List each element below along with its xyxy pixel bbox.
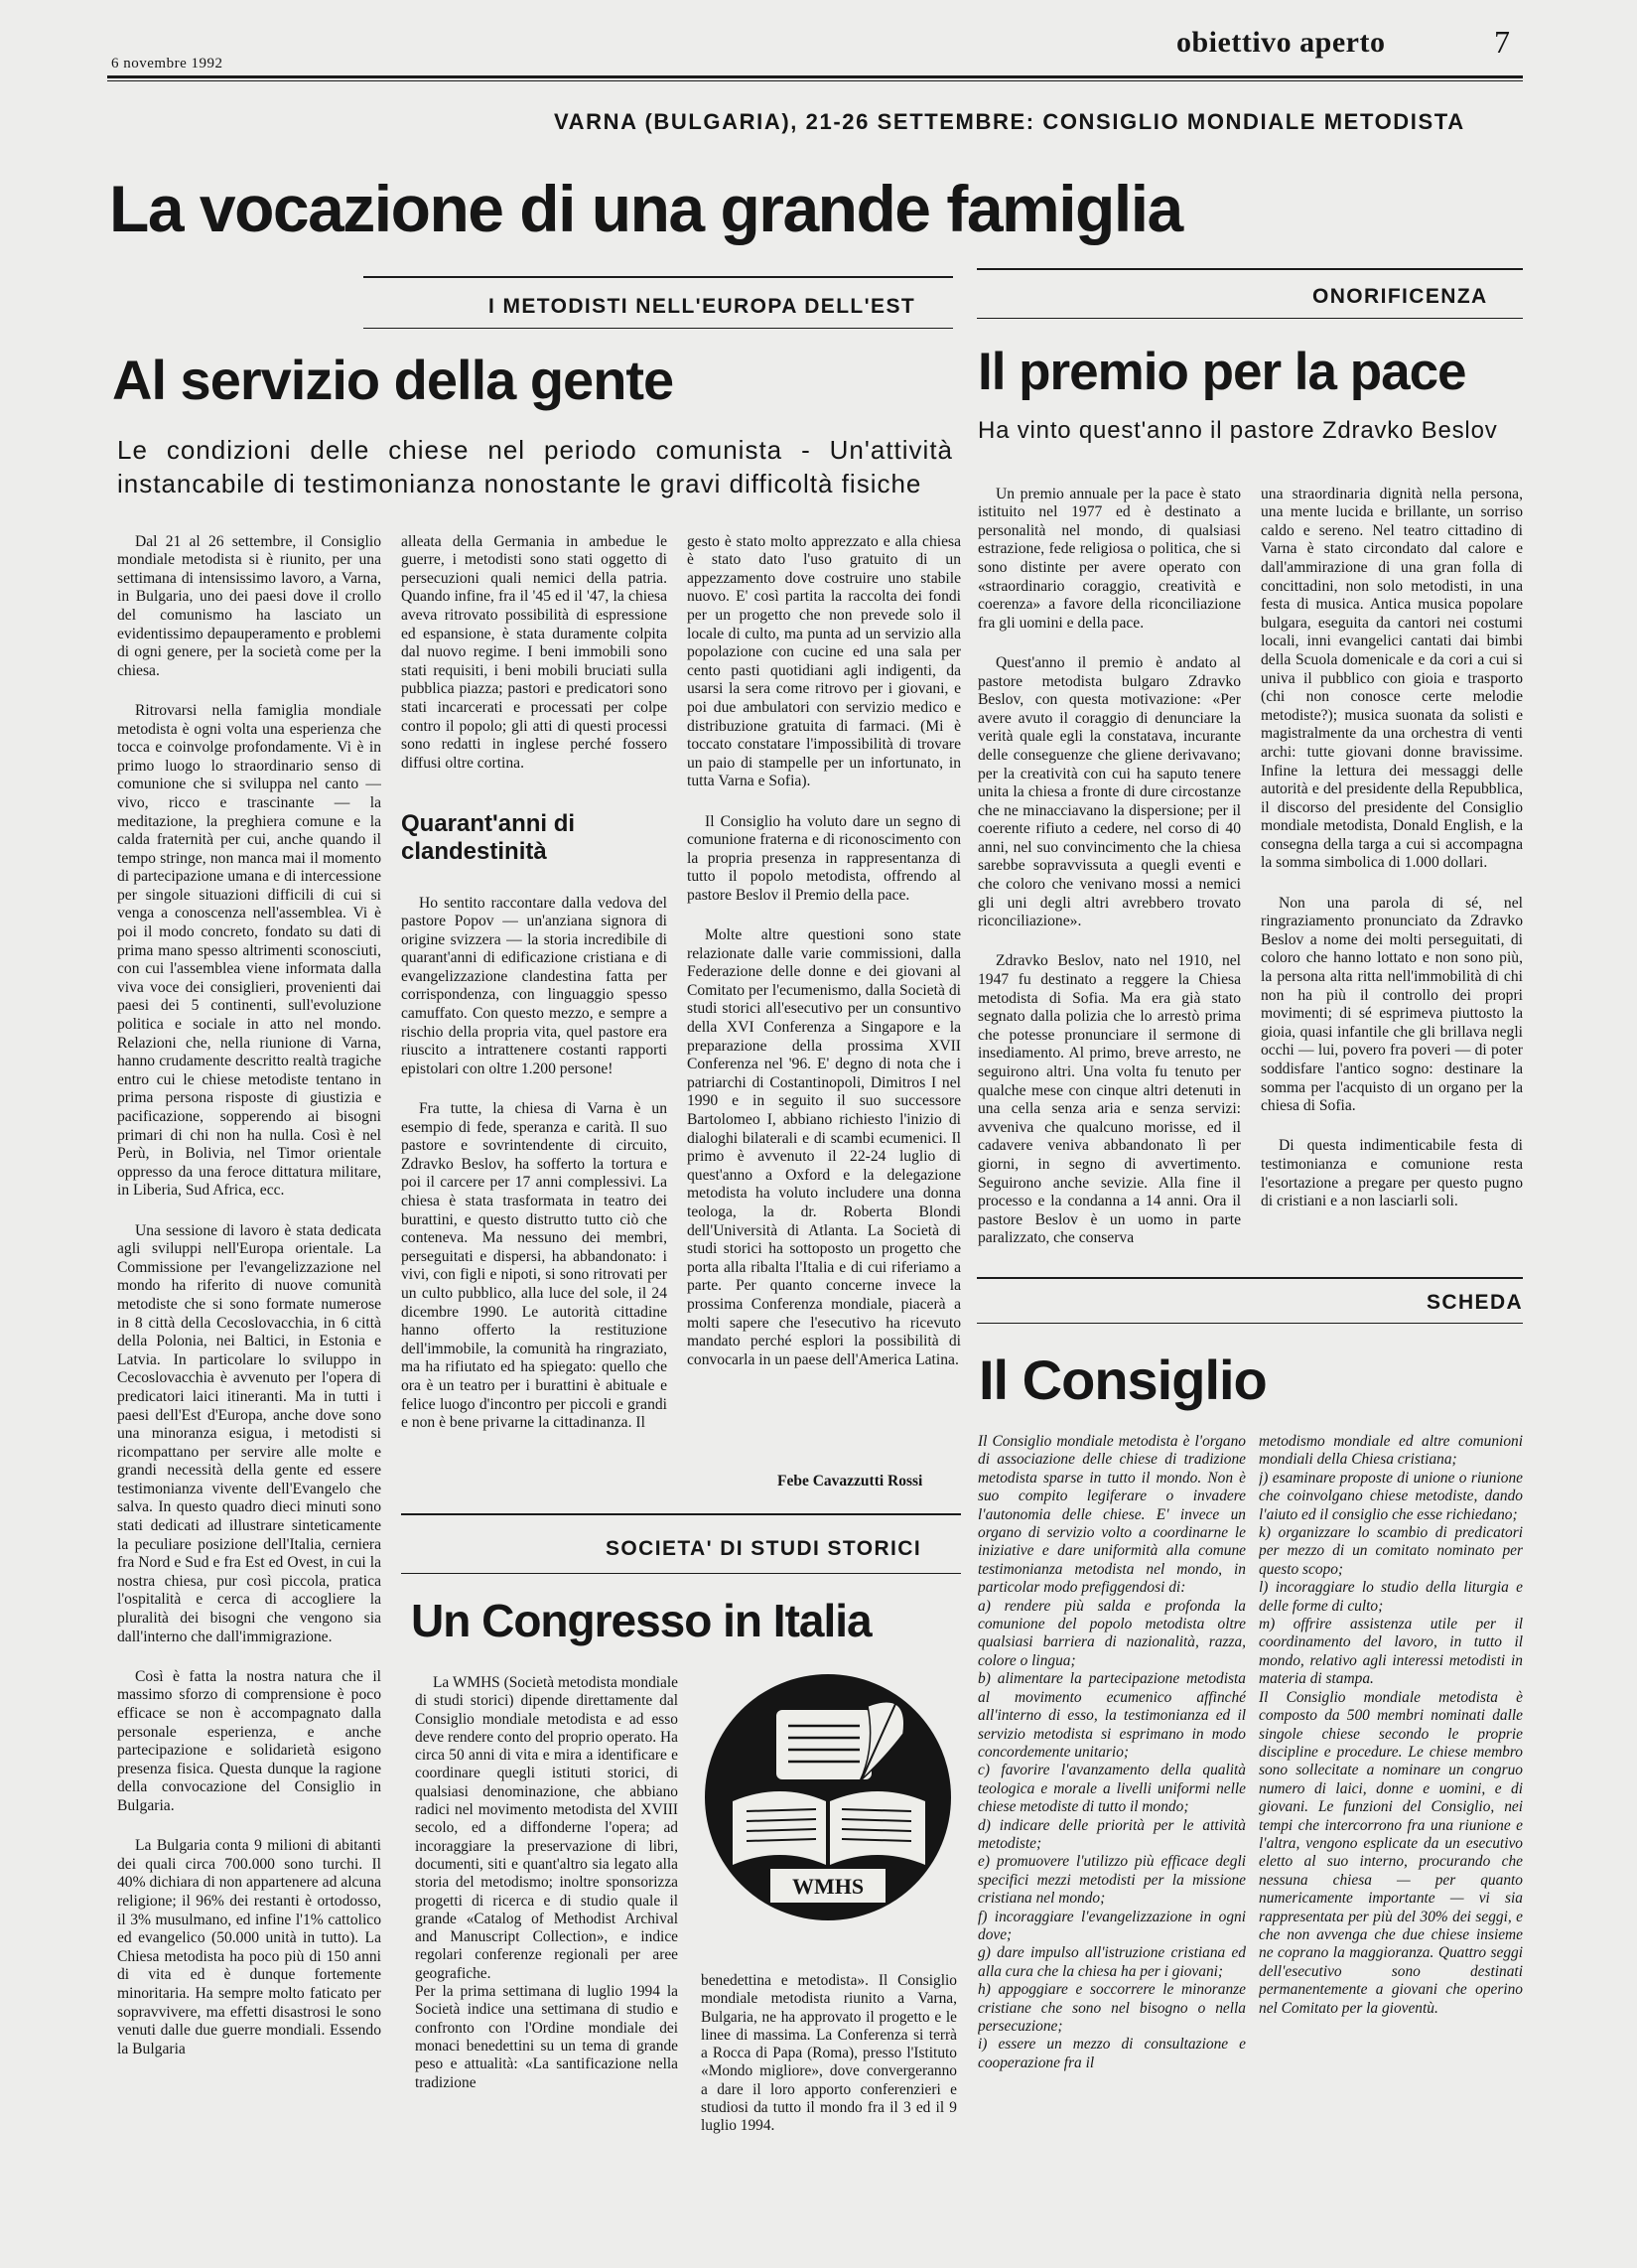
left-col2-paragraph: Fra tutte, la chiesa di Varna è un esempio di fede, speranza e carità. Il suo pastore e sovrintendente di circuito, Zdravko Beslov, ha sofferto la tortura e poi il carcere per 17 anni complessivi. La chiesa è stata trasformata in teatro dei burattini, e questo distrutto tutto ciò che conteneva. Ma nessuno dei membri, perseguitati e dispersi, ha abbandonato: i vivi, con figli e nipoti, si sono ritrovati per un culto pubblico, alla luce del sole, il 24 dicembre 1990. Le autorità cittadine hanno offerto la restituzione dell'immobile, la comunità ha ringraziato, ma ha rifiutato ed ha spiegato: quello che ora è un teatro per i burattini è abituale e felice luogo d'incontro per piccoli e grandi e non è bene privarne la cittadinanza. Il — [401, 1100, 667, 1432]
congresso-title: Un Congresso in Italia — [411, 1595, 872, 1646]
left-col1-paragraph: Dal 21 al 26 settembre, il Consiglio mondiale metodista si è riunito, per una settimana di intensissimo lavoro, a Varna, in Bulgaria, uno dei paesi dove il crollo del comunismo ha lasciato un evidentissimo depauperamento e problemi di ogni genere, per la società come per la chiesa. — [117, 532, 381, 679]
left-col2-paragraph: alleata della Germania in ambedue le guerre, i metodisti sono stati oggetto di persecuzioni quali nemici della patria. Quando infine, fra il '45 ed il '47, la chiesa aveva ritrovato possibilità di espressione ed espansione, è stata duramente colpita dal nuovo regime. I beni immobili sono stati requisiti, i beni mobili bruciati sulla pubblica piazza; pastori e predicatori sono stati incarcerati e processati per colpe contro il popolo; gli atti di questi processi sono redatti in inglese perché fossero diffusi oltre cortina. — [401, 532, 667, 772]
right-column-2 — [1261, 467, 1523, 1261]
left-column-3 — [687, 514, 961, 1463]
left-col3-paragraph: gesto è stato molto apprezzato e alla chiesa è stato dato l'uso gratuito di un appezzamento dove costruire uno stabile nuovo. E' così partita la raccolta dei fondi per un progetto che non prevede solo il locale di culto, ma punta ad un servizio alla popolazione con cucine ed una sala per cento pasti quotidiani agli indigenti, da usarsi la sera come ritrovo per i giovani, e poi due ambulatori con servizio medico e distribuzione gratuita di farmaci. (Mi è toccato constatare l'impossibilità di trovare un paio di stampelle per un infortunato, in tutta Varna e Sofia). — [687, 532, 961, 790]
page-number: 7 — [1494, 24, 1510, 60]
right-title: Il premio per la pace — [978, 343, 1466, 401]
congresso-rule — [401, 1513, 961, 1515]
page-date: 6 novembre 1992 — [111, 56, 223, 71]
right-column-1 — [978, 467, 1241, 1261]
right-col2-paragraph: Di questa indimenticabile festa di testimonianza e comunione resta l'esortazione a pregare per questo pugno di cristiani e a non lasciarli soli. — [1261, 1137, 1523, 1210]
wmhs-logo — [701, 1670, 955, 1924]
header-rule — [107, 75, 1523, 78]
main-title: La vocazione di una grande famiglia — [109, 172, 1182, 245]
left-deck: Le condizioni delle chiese nel periodo comunista - Un'attività instancabile di testimonianza nonostante le gravi difficoltà fisiche — [117, 435, 953, 498]
right-col1-paragraph: Un premio annuale per la pace è stato istituito nel 1977 ed è destinato a personalità nel mondo, di qualsiasi estrazione, fede religiosa o politica, che si sono distinte per avere operato con «straordinario coraggio, creatività e coerenza» a favore della riconciliazione fra gli uomini e della pace. — [978, 485, 1241, 632]
left-kicker-rule — [363, 276, 953, 278]
left-col2-subhead: Quarant'anni di clandestinità — [401, 809, 576, 865]
right-kicker-rule — [977, 268, 1523, 270]
scheda-title: Il Consiglio — [979, 1348, 1267, 1411]
congresso-column-left: La WMHS (Società metodista mondiale di studi storici) dipende direttamente dal Consiglio mondiale metodista e ad esso deve rendere conto del proprio operato. Ha circa 50 anni di vita e mira a identificare e coordinare quegli istituti storici, di qualsiasi denominazione, che abbiano radici nel movimento metodista del XVIII secolo, ed a diffonderne l'opera; ad incoraggiare la preservazione di libri, documenti, siti e quant'altro sia legato alla storia del metodismo; inoltre sponsorizza progetti di ricerca e di studio quale il grande «Catalog of Methodist Archival and Manuscript Collection», e indice regolari conferenze regionali per aree geografiche. Per la prima settimana di luglio 1994 la Società indice una settimana di studio e confronto con l'Ordine mondiale dei monaci benedettini su un tema di grande peso e attualità: «La santificazione nella tradizione — [415, 1674, 678, 2091]
left-column-1 — [117, 514, 381, 2193]
left-col1-paragraph: Così è fatta la nostra natura che il massimo sforzo di comprensione è poco efficace se non è accompagnato dalla personale esperienza, e anche partecipazione e solidarietà esigono presenza fisica. Questa dunque la ragione della convocazione del Consiglio in Bulgaria. — [117, 1667, 381, 1814]
left-title: Al servizio della gente — [112, 349, 674, 411]
top-kicker: VARNA (BULGARIA), 21-26 SETTEMBRE: CONSIGLIO MONDIALE METODISTA — [554, 109, 1465, 134]
congresso-kicker: SOCIETA' DI STUDI STORICI — [606, 1537, 922, 1560]
left-col3-paragraph: Molte altre questioni sono state relazionate dalle varie commissioni, dalla Federazione delle donne e dei giovani al Comitato per l'ecumenismo, dalla Società di studi storici all'esecutivo per un consuntivo della XVI Conferenza a Singapore e la preparazione della prossima XVII Conferenza nel '96. E' degno di nota che i patriarchi di Costantinopoli, Dimitros I nel 1990 e in seguito il suo successore Bartolomeo I, abbiano richiesto l'inizio di dialoghi bilaterali e di scambi ecumenici. Il primo è avvenuto il 22-24 luglio di quest'anno a Oxford e la delegazione metodista ha voluto includere una donna teologa, la dr. Roberta Blondi dell'Università di Atlanta. La Società di studi storici ha sottoposto un progetto che porta alla ribalta l'Italia e di cui riferiamo a parte. Per quanto concerne invece la prossima Conferenza mondiale, piacerà a molti sapere che l'esecutivo ha ricevuto mandato perché esplori la possibilità di convocarla in un paese dell'America Latina. — [687, 926, 961, 1368]
scheda-kicker: SCHEDA — [1427, 1291, 1524, 1314]
left-col1-paragraph: Ritrovarsi nella famiglia mondiale metodista è ogni volta una esperienza che tocca e coinvolge profondamente. Vi è in primo luogo lo straordinario senso di comunione che si sviluppa nel canto — vivo, ricco e trascinante — la meditazione, la preghiera comune e la calda fraternità per cui, anche quando il tempo stringe, non manca mai il momento di partecipazione umana e di intercessione per singole situazioni difficili di cui si venga a conoscenza nell'assemblea. Vi è poi il modo concreto, fondato su dati di prima mano spesso altrimenti sconosciuti, con cui l'assemblea viene informata dalla viva voce dei consiglieri, provenienti dai paesi dei 5 continenti, sull'evoluzione politica e sociale in atto nel mondo. Relazioni che, nella riunione di Varna, hanno crudamente descritto realtà tragiche entro cui le chiese metodiste tentano in prima persona risposte di giustizia e pacificazione, sopperendo ai bisogni primari di chi non ha nulla. Così è nel Perù, in Bolivia, nel Timor orientale oppresso da una feroce dittatura militare, in Liberia, Sud Africa, ecc. — [117, 701, 381, 1200]
left-column-2 — [401, 514, 667, 1497]
section-title: obiettivo aperto — [1176, 26, 1386, 59]
left-col1-paragraph: La Bulgaria conta 9 milioni di abitanti dei quali circa 700.000 sono turchi. Il 40% dichiara di non appartenere ad alcuna religione; il 96% dei restanti è ortodosso, il 3% musulmano, ed infine l'1% cattolico ed evangelico (50.000 unità in tutto). La Chiesa metodista ha poco più di 150 anni di vita ed è dunque fortemente minoritaria. Ha sempre molto faticato per sopravvivere, ma effetti disastrosi le sono venuti dalle due guerre mondiali. Essendo la Bulgaria — [117, 1837, 381, 2057]
left-col3-paragraph: Il Consiglio ha voluto dare un segno di comunione fraterna e di riconoscimento con la propria presenza in rappresentanza di tutto il popolo metodista, offrendo al pastore Beslov il Premio della pace. — [687, 812, 961, 904]
congresso-column-right: benedettina e metodista». Il Consiglio mondiale metodista riunito a Varna, Bulgaria, ne ha approvato il progetto e le linee di massima. La Conferenza si terrà a Rocca di Papa (Roma), presso l'Istituto «Mondo migliore», dove convergeranno a dare il loro apporto conferenzieri e studiosi da tutto il mondo fra il 3 ed il 9 luglio 1994. — [701, 1972, 957, 2135]
right-col2-paragraph: Non una parola di sé, nel ringraziamento pronunciato da Zdravko Beslov a nome dei molti perseguitati, di coloro che hanno lottato e non sono più, la persona alta ritta nell'immobilità di chi non ha più il controllo dei propri movimenti; di sé esprimeva piuttosto la gioia, quasi infantile che gli brillava negli occhi — lui, povero fra poveri — di poter soddisfare l'antico sogno: destinare la somma per l'acquisto di un organo per la chiesa di Sofia. — [1261, 894, 1523, 1115]
scheda-column-1: Il Consiglio mondiale metodista è l'organo di associazione delle chiese di tradizione metodista sparse in tutto il mondo. Non è suo compito legiferare o invadere l'autonomia delle chiese. E' invece un organo di servizio volto a coordinarne le iniziative e dare uniformità alla comune testimonianza metodista nel mondo, in particolar modo prefiggendosi di: a) rendere più salda e profonda la comunione del popolo metodista oltre qualsiasi barriera di nazionalità, razza, colore o lingua; b) alimentare la partecipazione metodista al movimento ecumenico affinché all'interno di esso, la testimonianza ed il servizio metodista si esprimano in modo concordemente unitario; c) favorire l'avanzamento della qualità teologica e morale a livelli uniformi nelle chiese metodiste di tutto il mondo; d) indicare delle priorità per le attività metodiste; e) promuovere l'utilizzo più efficace degli specifici mezzi metodisti per la missione cristiana nel mondo; f) incoraggiare l'evangelizzazione in ogni dove; g) dare impulso all'istruzione cristiana ed alla cura che la chiesa ha per i giovani; h) appoggiare e soccorrere le minoranze cristiane che sono nel bisogno o nella persecuzione; i) essere un mezzo di consultazione e cooperazione fra il — [978, 1433, 1246, 2071]
scheda-rule-bottom — [977, 1323, 1523, 1324]
left-col1-paragraph: Una sessione di lavoro è stata dedicata agli sviluppi nell'Europa orientale. La Commissione per l'evangelizzazione nel mondo ha riferito di nuove comunità metodiste che si sono formate numerose in 8 città della Cecoslovacchia, in 6 città della Polonia, nei Baltici, in Estonia e Latvia. In particolare lo sviluppo in Cecoslovacchia è avvenuto per l'opera di predicatori laici itineranti. Ma in tutti i paesi dell'Est d'Europa, anche dove sono una minoranza esigua, i metodisti si ricompattano per servire alle molte e grandi necessità della gente ed essere testimonianza vivente dell'Evangelo che salva. In questo quadro dieci minuti sono stati dedicati ad illustrare sinteticamente la peculiare posizione dell'Italia, cerniera fra Nord e Sud e fra Est ed Ovest, in cui la nostra chiesa, pur così piccola, pratica l'ospitalità e cerca di accogliere la pluralità dei bisogni che vengono sia dall'interno che dall'immigrazione. — [117, 1221, 381, 1645]
scheda-rule — [977, 1277, 1523, 1279]
left-kicker-rule-bottom — [363, 328, 953, 329]
left-col2-paragraph: Ho sentito raccontare dalla vedova del pastore Popov — un'anziana signora di origine svizzera — la storia incredibile di quarant'anni di edificazione cristiana e di evangelizzazione clandestina fatta per corrispondenza, con linguaggio spesso camuffato. Con questo mezzo, e sempre a rischio della propria vita, quel pastore era riuscito a intrattenere costanti rapporti epistolari con oltre 1.200 persone! — [401, 894, 667, 1077]
right-col1-paragraph: Quest'anno il premio è andato al pastore metodista bulgaro Zdravko Beslov, con questa motivazione: «Per avere avuto il coraggio di denunciare la verità quale egli la constatava, incurante delle conseguenze che gliene derivavano; per la creatività con cui ha saputo tenere unita la chiesa a fronte di dure circostanze che ne minacciavano la dispersione; per il coerente rifiuto a cedere, nel corso di 40 anni, nel suo convincimento che la chiesa sarebbe sopravvissuta a quegli eventi e che coloro che venivano mossi a nemici gli uni degli altri avrebbero trovato riconciliazione». — [978, 653, 1241, 930]
scheda-column-2: metodismo mondiale ed altre comunioni mondiali della Chiesa cristiana; j) esaminare proposte di unione o riunione che coinvolgano chiese metodiste, dando l'aiuto ed il consiglio che esse richiedano; k) organizzare lo scambio di predicatori per mezzo di un comitato nominato per questo scopo; l) incoraggiare lo studio della liturgia e delle forme di culto; m) offrire assistenza utile per il coordinamento del lavoro, in tutto il mondo, relativo agli interessi metodisti in materia di stampa. Il Consiglio mondiale metodista è composto da 500 membri nominati dalle singole chiese secondo le proprie discipline e procedure. Le chiese membro sono sollecitate a nominare un congruo numero di laici, donne e uomini, e di giovani. Le funzioni del Consiglio, nei tempi che intercorrono fra una riunione e l'altra, vengono esplicate da un esecutivo eletto al suo interno, procurando che nessuna chiesa — per quanto numericamente importante — vi sia rappresentata per più del 30% dei seggi, e che non avvenga che due chiese insieme ne coprano la maggioranza. Quattro seggi dell'esecutivo sono destinati permanentemente a giovani che operino nel Comitato per la gioventù. — [1259, 1433, 1523, 2017]
right-deck: Ha vinto quest'anno il pastore Zdravko Beslov — [978, 417, 1498, 444]
right-kicker-rule-bottom — [977, 318, 1523, 319]
right-col1-paragraph: Zdravko Beslov, nato nel 1910, nel 1947 fu destinato a reggere la Chiesa metodista di Sofia. Ma era già stato segnato dalla polizia che lo arrestò prima che potesse pronunciare il sermone di insediamento. Al primo, breve arresto, ne seguirono altri. Una volta fu tenuto per qualche mese con cinque altri detenuti in una cella senza aria e senza servizi: avveniva che qualcuno morisse, ed il cadavere veniva abbandonato lì per giorni, in segno di avvertimento. Seguirono anche sevizie. Alla fine il processo e la condanna a 14 anni. Ora il pastore Beslov è un uomo in parte paralizzato, che conserva — [978, 952, 1241, 1247]
right-kicker: ONORIFICENZA — [1312, 285, 1488, 308]
right-col2-paragraph: una straordinaria dignità nella persona, una mente lucida e brillante, un sorriso caldo e sereno. Nel teatro cittadino di Varna è stato circondato dal calore e dall'ammirazione di una gran folla di concittadini, non solo metodisti, in una festa di musica. Antica musica popolare bulgara, eseguita da cantori nei costumi locali, inni evangelici cantati dai bimbi della Scuola domenicale e da cori a cui si univa il pubblico con gioia e trasporto (chi non conosce certe melodie metodiste?); musica suonata da solisti e magistralmente da una orchestra di venti archi: tutte giovani donne bravissime. Infine la lettura dei messaggi delle autorità e del presidente della Repubblica, il discorso del presidente del Consiglio mondiale metodista, Donald English, e la consegna della targa a cui si accompagna la somma simbolica di 1.000 dollari. — [1261, 485, 1523, 872]
left-kicker: I METODISTI NELL'EUROPA DELL'EST — [488, 295, 916, 318]
wmhs-logo-text: WMHS — [791, 1874, 865, 1899]
header-rule-thin — [107, 80, 1523, 81]
article-signature: Febe Cavazzutti Rossi — [777, 1473, 923, 1489]
congresso-rule-bottom — [401, 1573, 961, 1574]
